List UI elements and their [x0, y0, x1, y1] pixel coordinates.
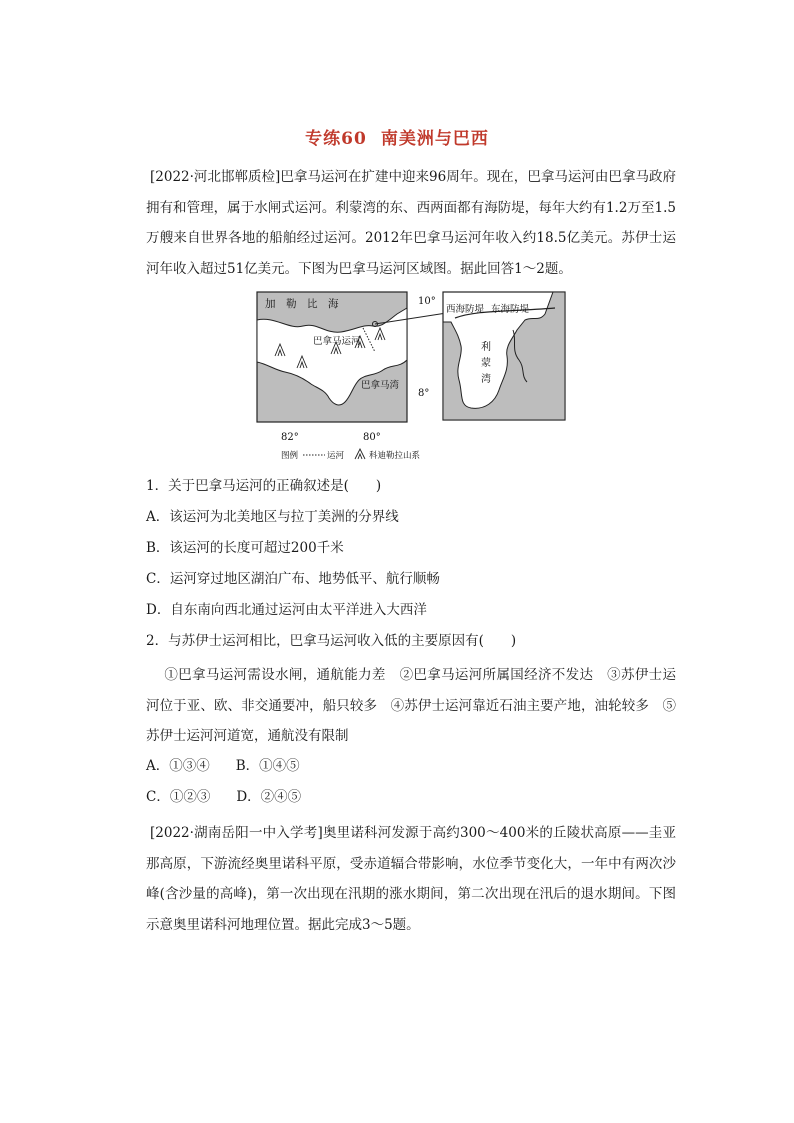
- question-1-option-b: B．该运河的长度可超过200千米: [146, 540, 344, 556]
- question-2-options-row-2: [146, 787, 301, 807]
- question-2-statements: [146, 660, 676, 752]
- question-2-option-b: B．①④⑤: [235, 758, 300, 774]
- canal-label: 巴拿马运河: [313, 336, 361, 347]
- lon-left-label: 82°: [281, 432, 299, 443]
- passage-1: [2022·河北邯郸质检]巴拿马运河在扩建中迎来96周年。现在，巴拿马运河由巴拿马政府拥有和管理，属于水闸式运河。利蒙湾的东、西两面都有海防堤，每年大约有1.2万至1.5万艘来自世界各地的船舶经过运河。2012年巴拿马运河年收入约18.5亿美元。苏伊士运河年收入超过51亿美元。下图为巴拿马运河区域图。据此回答1～2题。: [146, 169, 676, 277]
- legend-mountain: 科迪勒拉山系: [369, 451, 421, 461]
- sea-label: 加 勒 比 海: [265, 298, 339, 310]
- question-2-option-c: C．①②③: [146, 789, 211, 805]
- passage-2: [2022·湖南岳阳一中入学考]奥里诺科河发源于高约300～400米的丘陵状高原——圭亚那高原，下游流经奥里诺科平原，受赤道辐合带影响，水位季节变化大，一年中有两次沙峰(含沙量的高峰)，第一次出现在汛期的涨水期间，第二次出现在汛后的退水期间。下图示意奥里诺科河地理位置。据此完成3～5题。: [146, 825, 676, 933]
- question-2-option-a: A．①③④: [146, 758, 210, 774]
- question-2-stem: 2．与苏伊士运河相比，巴拿马运河收入低的主要原因有( ): [146, 633, 517, 649]
- legend-label: 图例: [281, 451, 299, 461]
- question-2-option-d: D．②④⑤: [236, 789, 302, 805]
- inset-west-label: 西海防堤: [446, 304, 485, 315]
- inset-bay-char-2: 蒙: [481, 358, 491, 369]
- inset-bay-char-3: 湾: [481, 374, 491, 385]
- question-1-option-a: A．该运河为北美地区与拉丁美洲的分界线: [146, 509, 399, 525]
- lat-top-label: 10°: [418, 296, 436, 307]
- question-1-option-c: C．运河穿过地区湖泊广布、地势低平、航行顺畅: [146, 571, 440, 587]
- inset-bay-char-1: 利: [481, 342, 491, 353]
- question-1-option-d: D．自东南向西北通过运河由太平洋进入大西洋: [146, 602, 427, 618]
- bay-label: 巴拿马湾: [361, 380, 400, 391]
- question-2-options-row-1: [146, 756, 300, 776]
- lon-right-label: 80°: [363, 432, 381, 443]
- question-1-stem: 1．关于巴拿马运河的正确叙述是( ): [146, 478, 382, 494]
- panama-canal-map: [255, 290, 568, 462]
- legend-mountain-symbol: [355, 449, 365, 459]
- inset-east-label: 东海防堤: [491, 304, 530, 315]
- legend-canal: 运河: [327, 451, 345, 461]
- title-number: 专练60: [305, 129, 367, 149]
- question-2-statements-text: ①巴拿马运河需设水闸，通航能力差 ②巴拿马运河所属国经济不发达 ③苏伊士运河位于亚、欧、非交通要冲，船只较多 ④苏伊士运河靠近石油主要产地，油轮较多 ⑤苏伊士运河河道宽，通航没有限制: [146, 667, 676, 744]
- lat-bottom-label: 8°: [418, 388, 430, 399]
- title-topic: 南美洲与巴西: [380, 129, 489, 149]
- page-title: [0, 124, 794, 149]
